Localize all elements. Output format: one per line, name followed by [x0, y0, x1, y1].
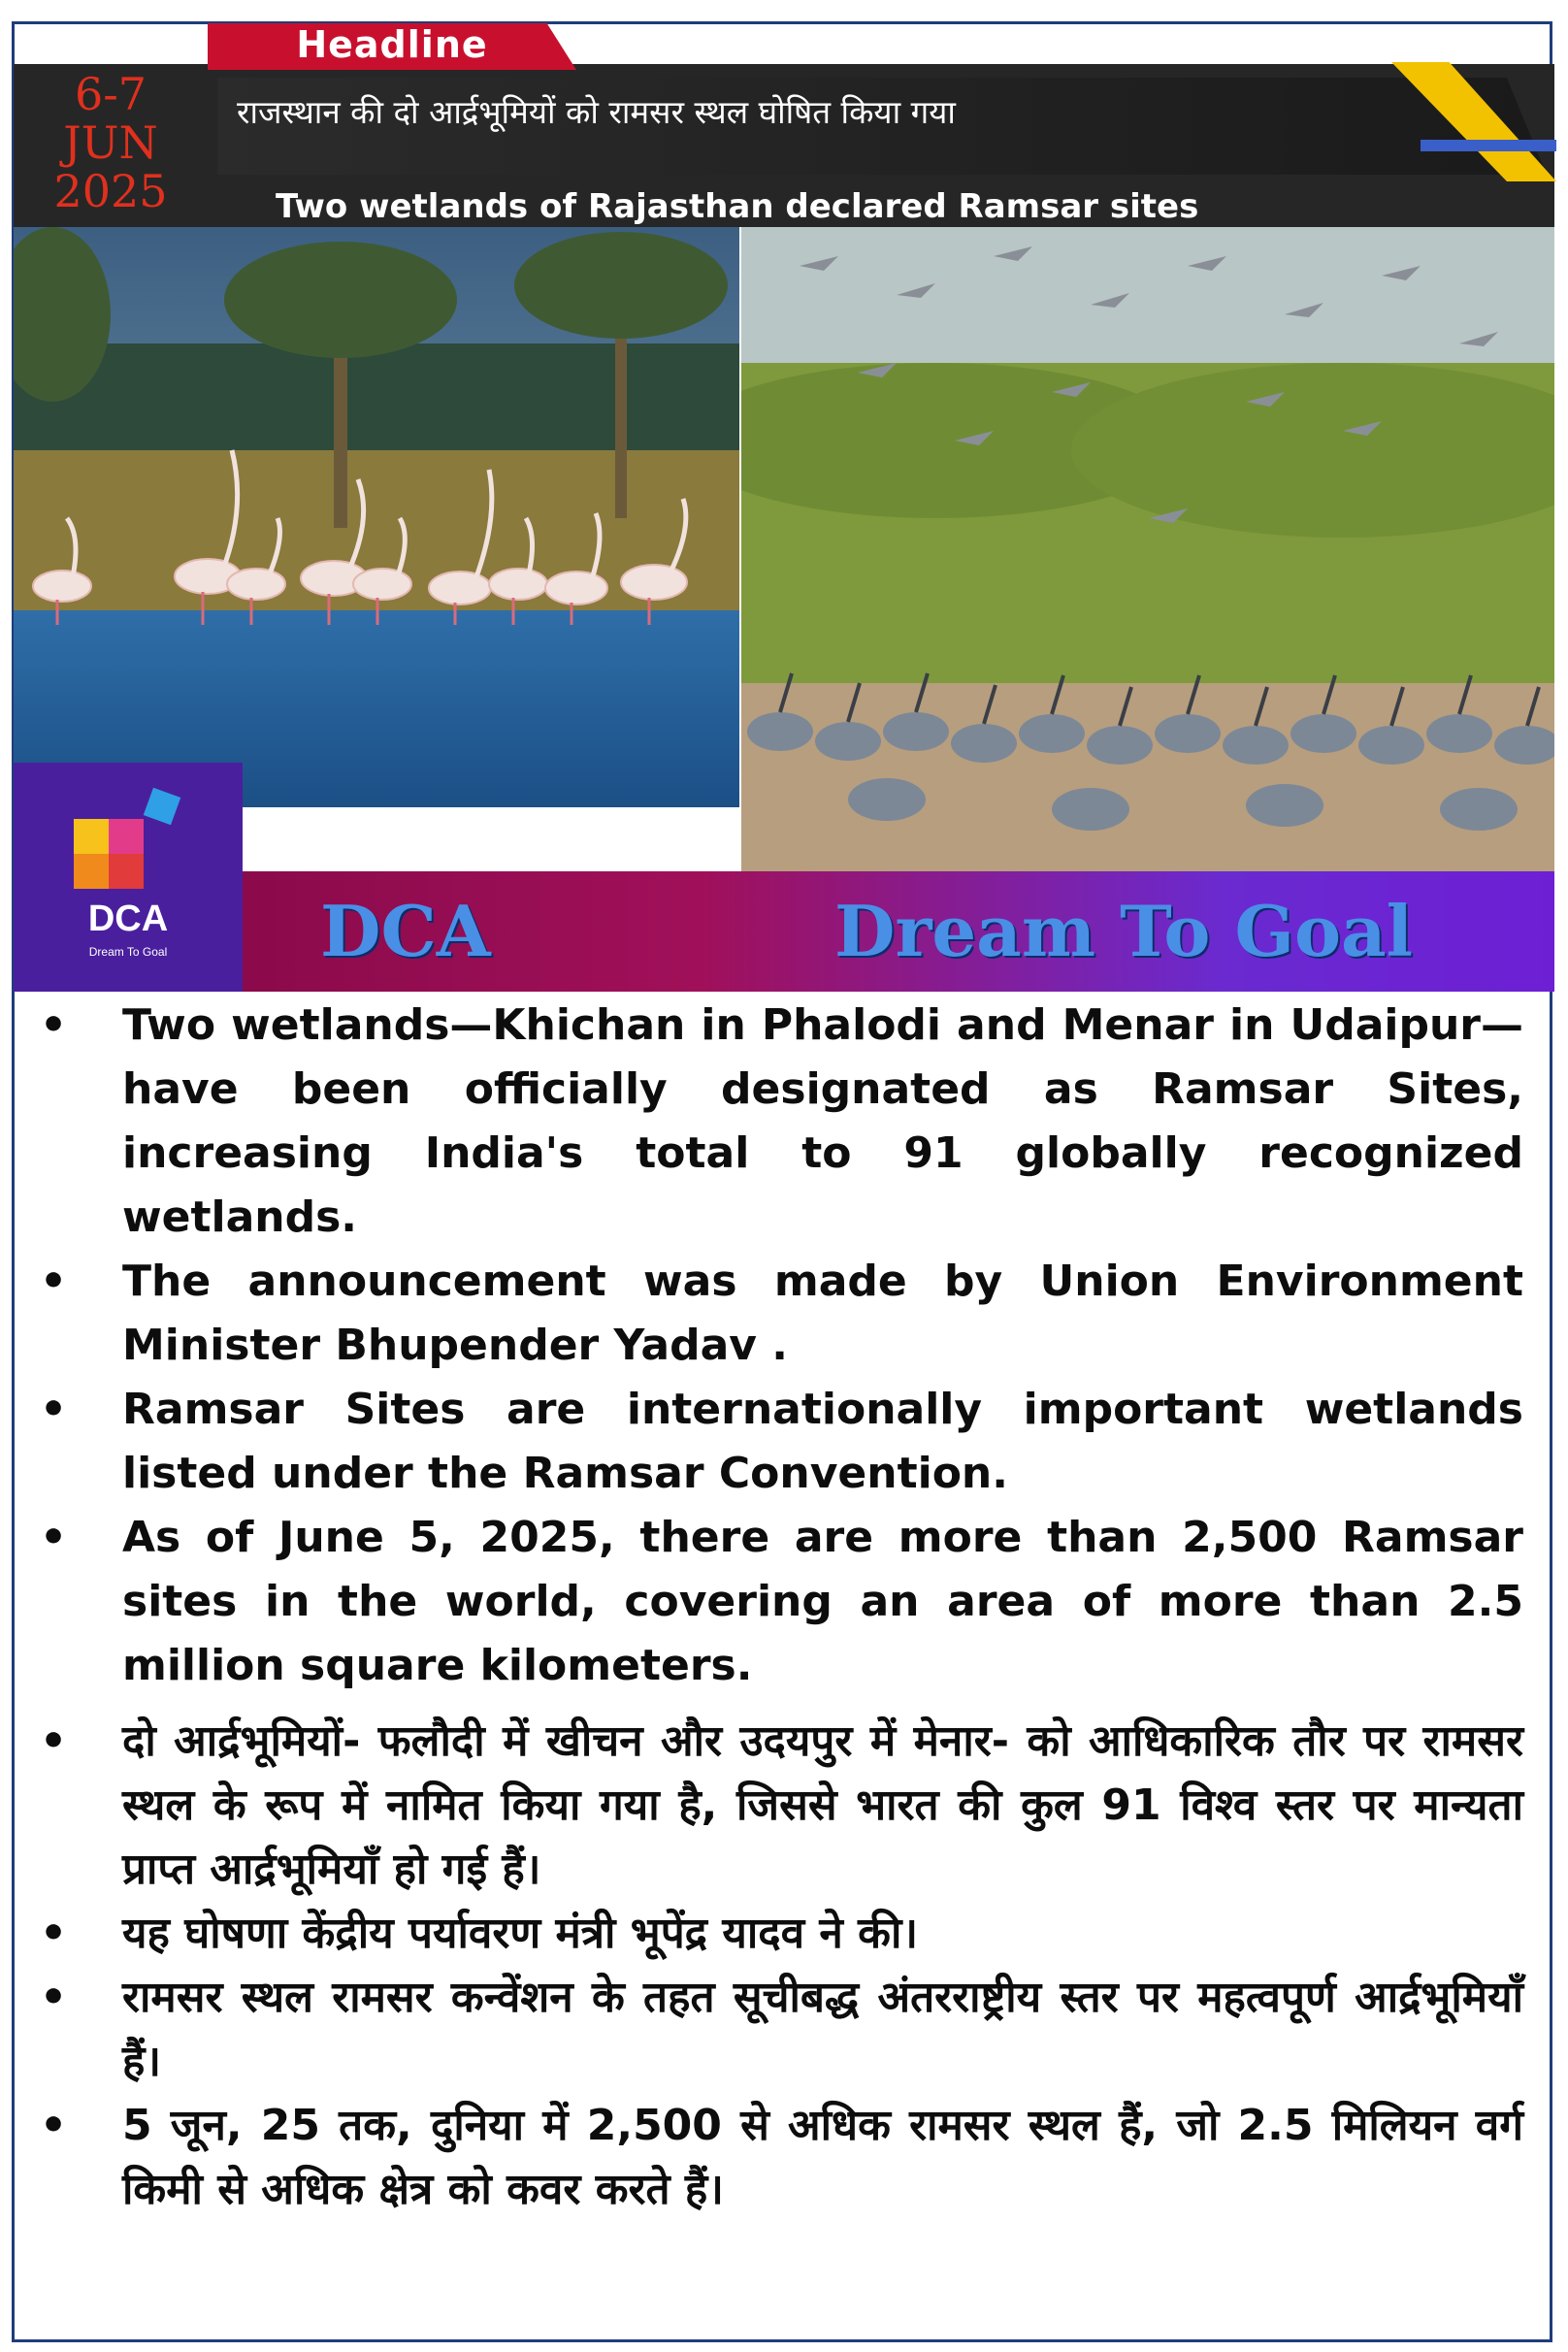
bullet-text-en: Two wetlands—Khichan in Phalodi and Menar in Udaipur—have been officially designated as Ramsar Sites, increasing India's total to 91 globally recognized wetlands.	[122, 1000, 1523, 1242]
list-item	[39, 1378, 1523, 1506]
bullet-text-hi: दो आर्द्रभूमियों- फलौदी में खीचन और उदयपुर में मेनार- को आधिकारिक तौर पर रामसर स्थल के रूप में नामित किया गया है, जिससे भारत की कुल 91 विश्व स्तर पर मान्यता प्राप्त आर्द्रभूमियाँ हो गई हैं।	[122, 1716, 1523, 1894]
list-item	[39, 1966, 1523, 2094]
list-item	[39, 1710, 1523, 1902]
headline-header	[14, 23, 1554, 227]
list-item	[39, 994, 1523, 1250]
banner-brand: DCA	[320, 890, 491, 972]
logo-subtext: Dream To Goal	[88, 945, 168, 959]
dca-logo	[14, 763, 243, 992]
date-month: JUN	[63, 116, 158, 169]
bullet-dot: •	[39, 1973, 68, 2022]
article-body	[39, 994, 1523, 2222]
bullet-text-hi: रामसर स्थल रामसर कन्वेंशन के तहत सूचीबद्ध अंतरराष्ट्रीय स्तर पर महत्वपूर्ण आर्द्रभूमियाँ हैं।	[122, 1973, 1523, 2086]
crane-scene-illustration	[741, 227, 1554, 871]
bullet-dot: •	[39, 1385, 68, 1434]
bullet-text-en: As of June 5, 2025, there are more than 2,500 Ramsar sites in the world, covering an area of more than 2.5 million square kilometers.	[122, 1513, 1523, 1690]
bullet-dot: •	[39, 2101, 68, 2150]
brand-banner	[243, 871, 1554, 992]
list-item	[39, 1902, 1523, 1966]
english-headline: Two wetlands of Rajasthan declared Ramsar sites	[276, 187, 1199, 226]
list-item	[39, 2094, 1523, 2222]
flamingo-photo	[14, 227, 739, 807]
crane-photo	[741, 227, 1554, 871]
banner-tagline: Dream To Goal	[834, 890, 1414, 972]
bullet-dot: •	[39, 1000, 68, 1050]
puzzle-logo-icon	[14, 763, 243, 898]
title-band-blue-accent	[1421, 140, 1556, 151]
bullet-dot: •	[39, 1257, 68, 1306]
bullet-dot: •	[39, 1716, 68, 1766]
bullet-dot: •	[39, 1513, 68, 1562]
date-block	[14, 64, 208, 227]
bullet-text-hi: यह घोषणा केंद्रीय पर्यावरण मंत्री भूपेंद्र यादव ने की।	[122, 1909, 919, 1958]
image-divider	[243, 807, 739, 871]
logo-text: DCA	[87, 898, 169, 939]
hindi-headline: राजस्थान की दो आर्द्रभूमियों को रामसर स्थल घोषित किया गया	[237, 93, 956, 131]
bullet-text-hi: 5 जून, 25 तक, दुनिया में 2,500 से अधिक रामसर स्थल हैं, जो 2.5 मिलियन वर्ग किमी से अधिक क्षेत्र को कवर करते हैं।	[122, 2101, 1523, 2214]
list-item	[39, 1250, 1523, 1378]
flamingo-scene-illustration	[14, 227, 739, 807]
date-year: 2025	[53, 165, 168, 217]
bullet-text-en: Ramsar Sites are internationally important wetlands listed under the Ramsar Convention.	[122, 1385, 1523, 1498]
headline-tag: Headline	[296, 23, 488, 66]
bullet-text-en: The announcement was made by Union Environment Minister Bhupender Yadav .	[122, 1257, 1523, 1370]
date-day: 6-7	[74, 68, 147, 120]
bullet-dot: •	[39, 1909, 68, 1958]
list-item	[39, 1506, 1523, 1698]
